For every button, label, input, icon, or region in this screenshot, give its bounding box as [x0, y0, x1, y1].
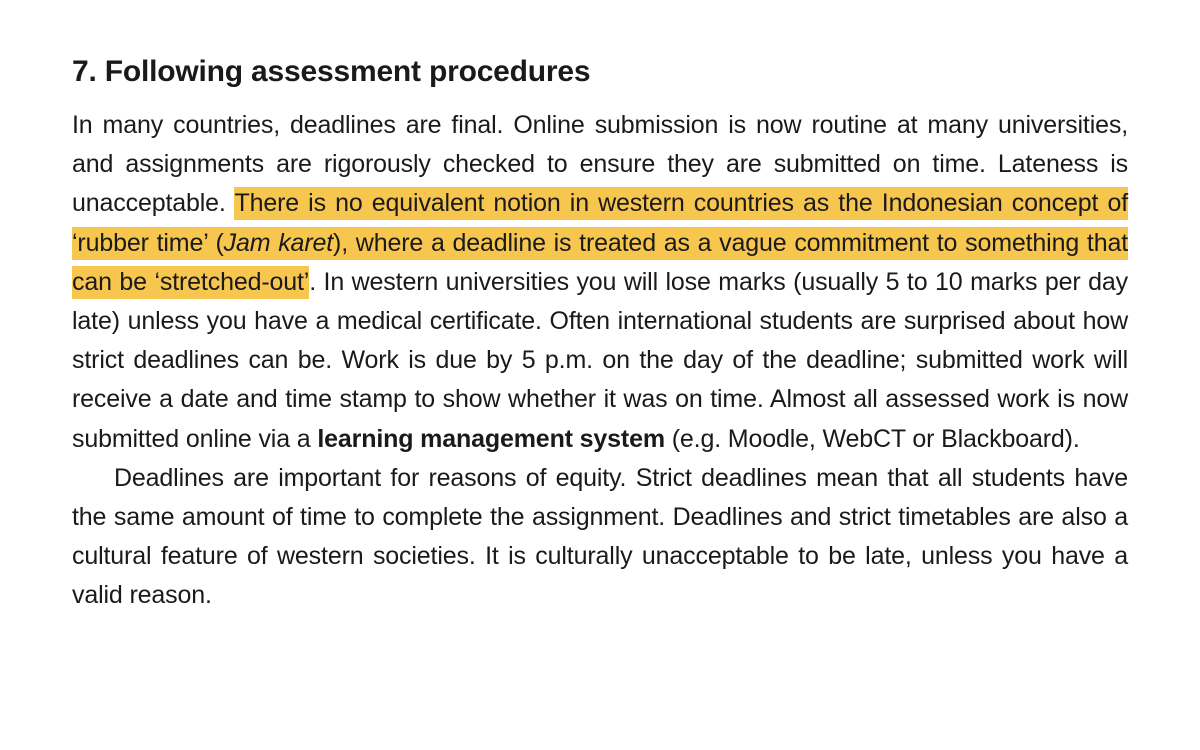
document-page: [72, 52, 1128, 616]
bold-term-lms: learning management system: [317, 424, 665, 453]
paragraph-text-intro: In many countries, deadlines are final. Online submission is now routine at many universities, and assignments are rigorously checked to ensure they are submitted on time. Lateness is unacceptable.: [72, 111, 1128, 218]
highlight-text-part1: There is no equivalent notion in western countries as the Indonesian concept of ‘rubber time’ (: [72, 189, 1129, 257]
highlight-text-part2: ), where a deadline is treated as a vague commitment to something that can be ‘stretched-out’: [72, 228, 1128, 296]
paragraph-text-end: (e.g. Moodle, WebCT or Blackboard).: [664, 424, 1080, 453]
section-heading: 7. Following assessment procedures: [72, 55, 591, 88]
paragraph-equity: Deadlines are important for reasons of equity. Strict deadlines mean that all students have the same amount of time to complete the assignment. Deadlines and strict timetables are also a cultural feature of western societies. It is culturally unacceptable to be late, unless you have a valid reason.: [72, 463, 1128, 610]
paragraph-deadlines-final: [72, 106, 1128, 459]
paragraph-text-continued: . In western universities you will lose marks (usually 5 to 10 marks per day late) unless you have a medical certificate. Often international students are surprised about how strict deadlines can be. Work is due by 5 p.m. on the day of the deadline; submitted work will receive a date and time stamp to show whether it was on time. Almost all assessed work is now submitted online via a: [72, 267, 1128, 453]
italic-term-jam-karet: Jam karet: [223, 228, 334, 257]
